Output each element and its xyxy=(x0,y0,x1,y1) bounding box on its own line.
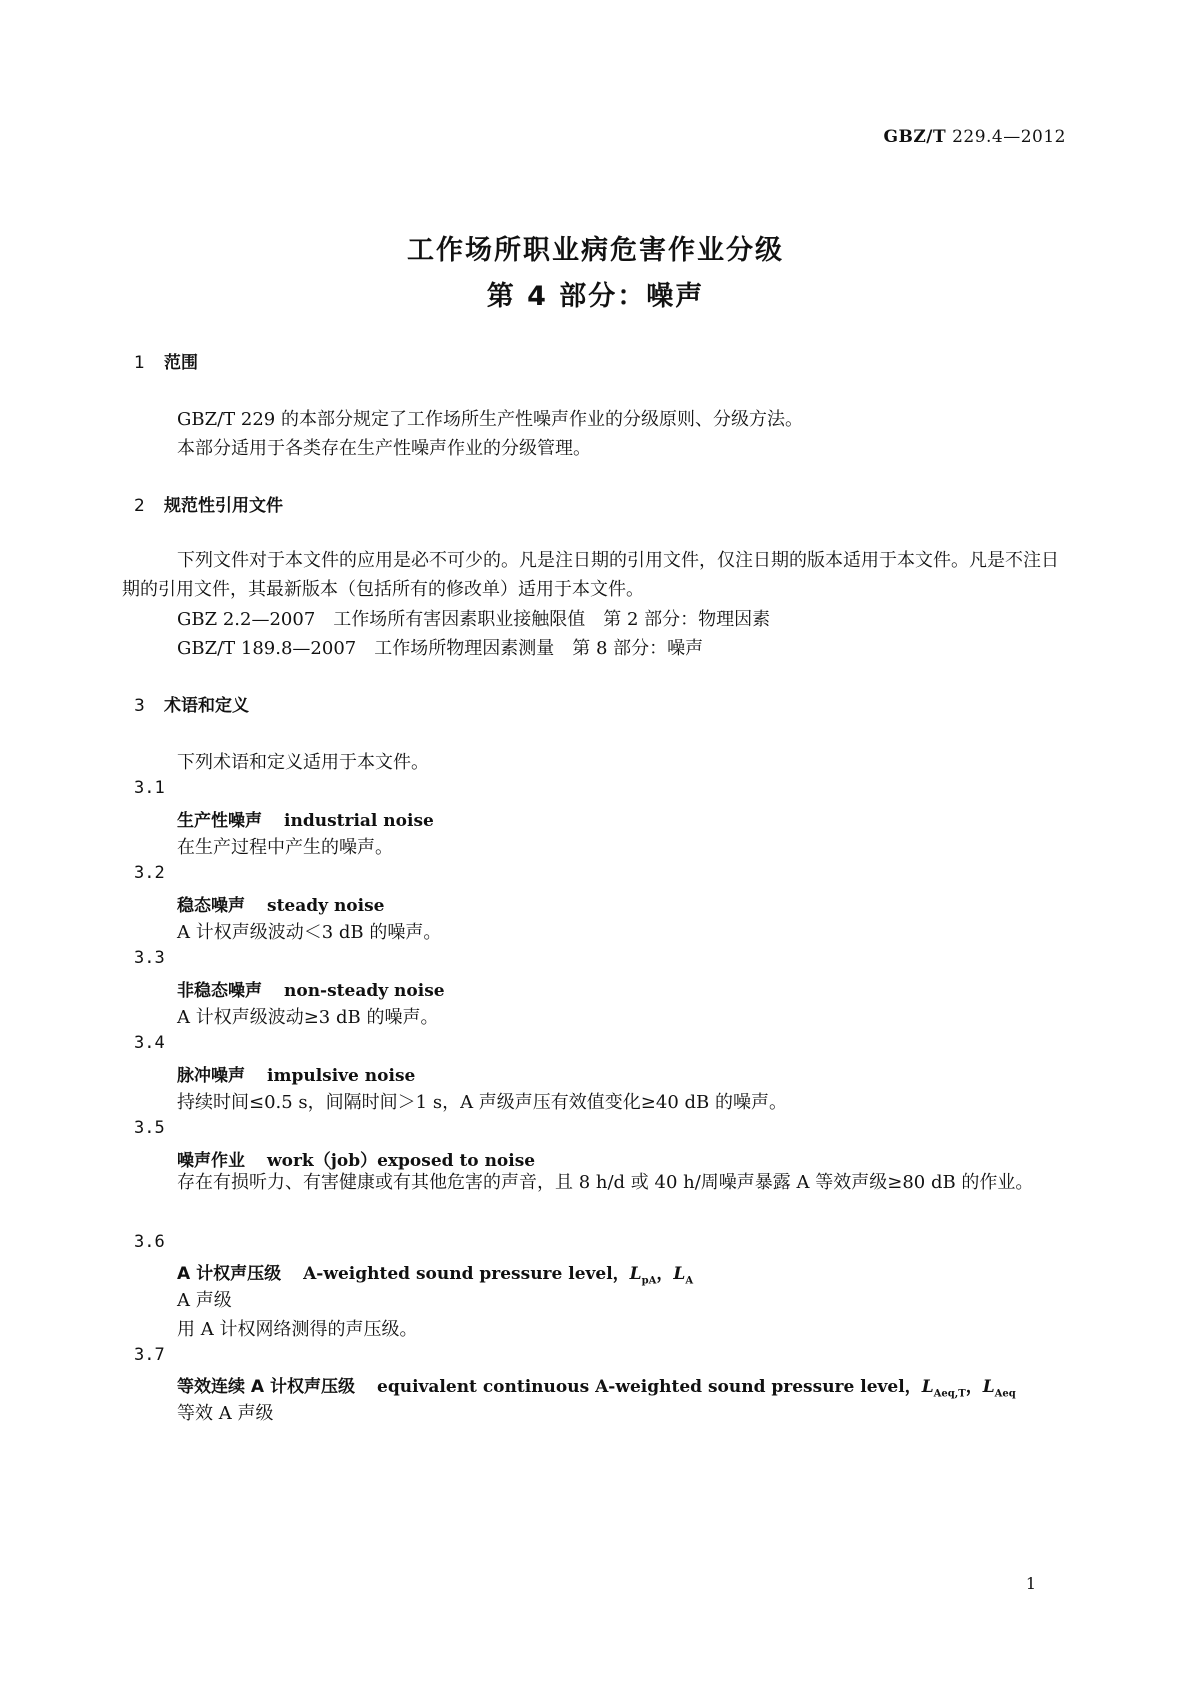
clause-number: 3.2 xyxy=(134,863,165,883)
clause-number: 3.7 xyxy=(134,1345,165,1365)
clause-number: 3.5 xyxy=(134,1118,165,1138)
term-title: 生产性噪声 industrial noise xyxy=(177,811,434,831)
clause-number: 3.4 xyxy=(134,1033,165,1053)
reference-item: GBZ/T 189.8—2007 工作场所物理因素测量 第 8 部分：噪声 xyxy=(177,638,704,659)
term-definition: 用 A 计权网络测得的声压级。 xyxy=(177,1319,418,1340)
term-title: 噪声作业 work（job）exposed to noise xyxy=(177,1151,536,1171)
term-alternative: A 声级 xyxy=(177,1290,232,1311)
paragraph: GBZ/T 229 的本部分规定了工作场所生产性噪声作业的分级原则、分级方法。 xyxy=(177,409,803,430)
section-1-heading: 1 范围 xyxy=(134,353,198,373)
reference-item: GBZ 2.2—2007 工作场所有害因素职业接触限值 第 2 部分：物理因素 xyxy=(177,609,771,630)
term-title: 稳态噪声 steady noise xyxy=(177,896,385,916)
standard-code: GBZ/T 229.4—2012 xyxy=(883,127,1066,147)
term-definition: A 计权声级波动＜3 dB 的噪声。 xyxy=(177,922,442,943)
section-3-heading: 3 术语和定义 xyxy=(134,696,249,716)
term-definition: 持续时间≤0.5 s，间隔时间＞1 s，A 声级声压有效值变化≥40 dB 的噪声。 xyxy=(177,1092,787,1113)
section-2-heading: 2 规范性引用文件 xyxy=(134,496,283,516)
clause-number: 3.1 xyxy=(134,778,165,798)
paragraph: 本部分适用于各类存在生产性噪声作业的分级管理。 xyxy=(177,438,591,459)
term-title: 等效连续 A 计权声压级 equivalent continuous A-weighted sound pressure level，$L_{Aeq,T}$，$L_{Aeq}$ xyxy=(177,1377,1016,1400)
term-definition: 在生产过程中产生的噪声。 xyxy=(177,837,393,858)
paragraph: 下列文件对于本文件的应用是必不可少的。凡是注日期的引用文件，仅注日期的版本适用于本文件。凡是不注日期的引用文件，其最新版本（包括所有的修改单）适用于本文件。 xyxy=(122,550,1059,600)
term-title: 非稳态噪声 non-steady noise xyxy=(177,981,445,1001)
clause-number: 3.6 xyxy=(134,1232,165,1252)
document-title: 工作场所职业病危害作业分级 xyxy=(407,235,784,266)
term-definition: 存在有损听力、有害健康或有其他危害的声音，且 8 h/d 或 40 h/周噪声暴露 A 等效声级≥80 dB 的作业。 xyxy=(177,1172,1034,1193)
page-number: 1 xyxy=(1025,1574,1036,1593)
term-alternative: 等效 A 声级 xyxy=(177,1403,274,1424)
paragraph: 下列术语和定义适用于本文件。 xyxy=(177,752,429,773)
term-title: A 计权声压级 A-weighted sound pressure level，$L_{pA}$，$L_A$ xyxy=(177,1264,694,1287)
term-title: 脉冲噪声 impulsive noise xyxy=(177,1066,416,1086)
document-subtitle: 第 4 部分：噪声 xyxy=(486,281,705,312)
term-definition: A 计权声级波动≥3 dB 的噪声。 xyxy=(177,1007,439,1028)
clause-number: 3.3 xyxy=(134,948,165,968)
